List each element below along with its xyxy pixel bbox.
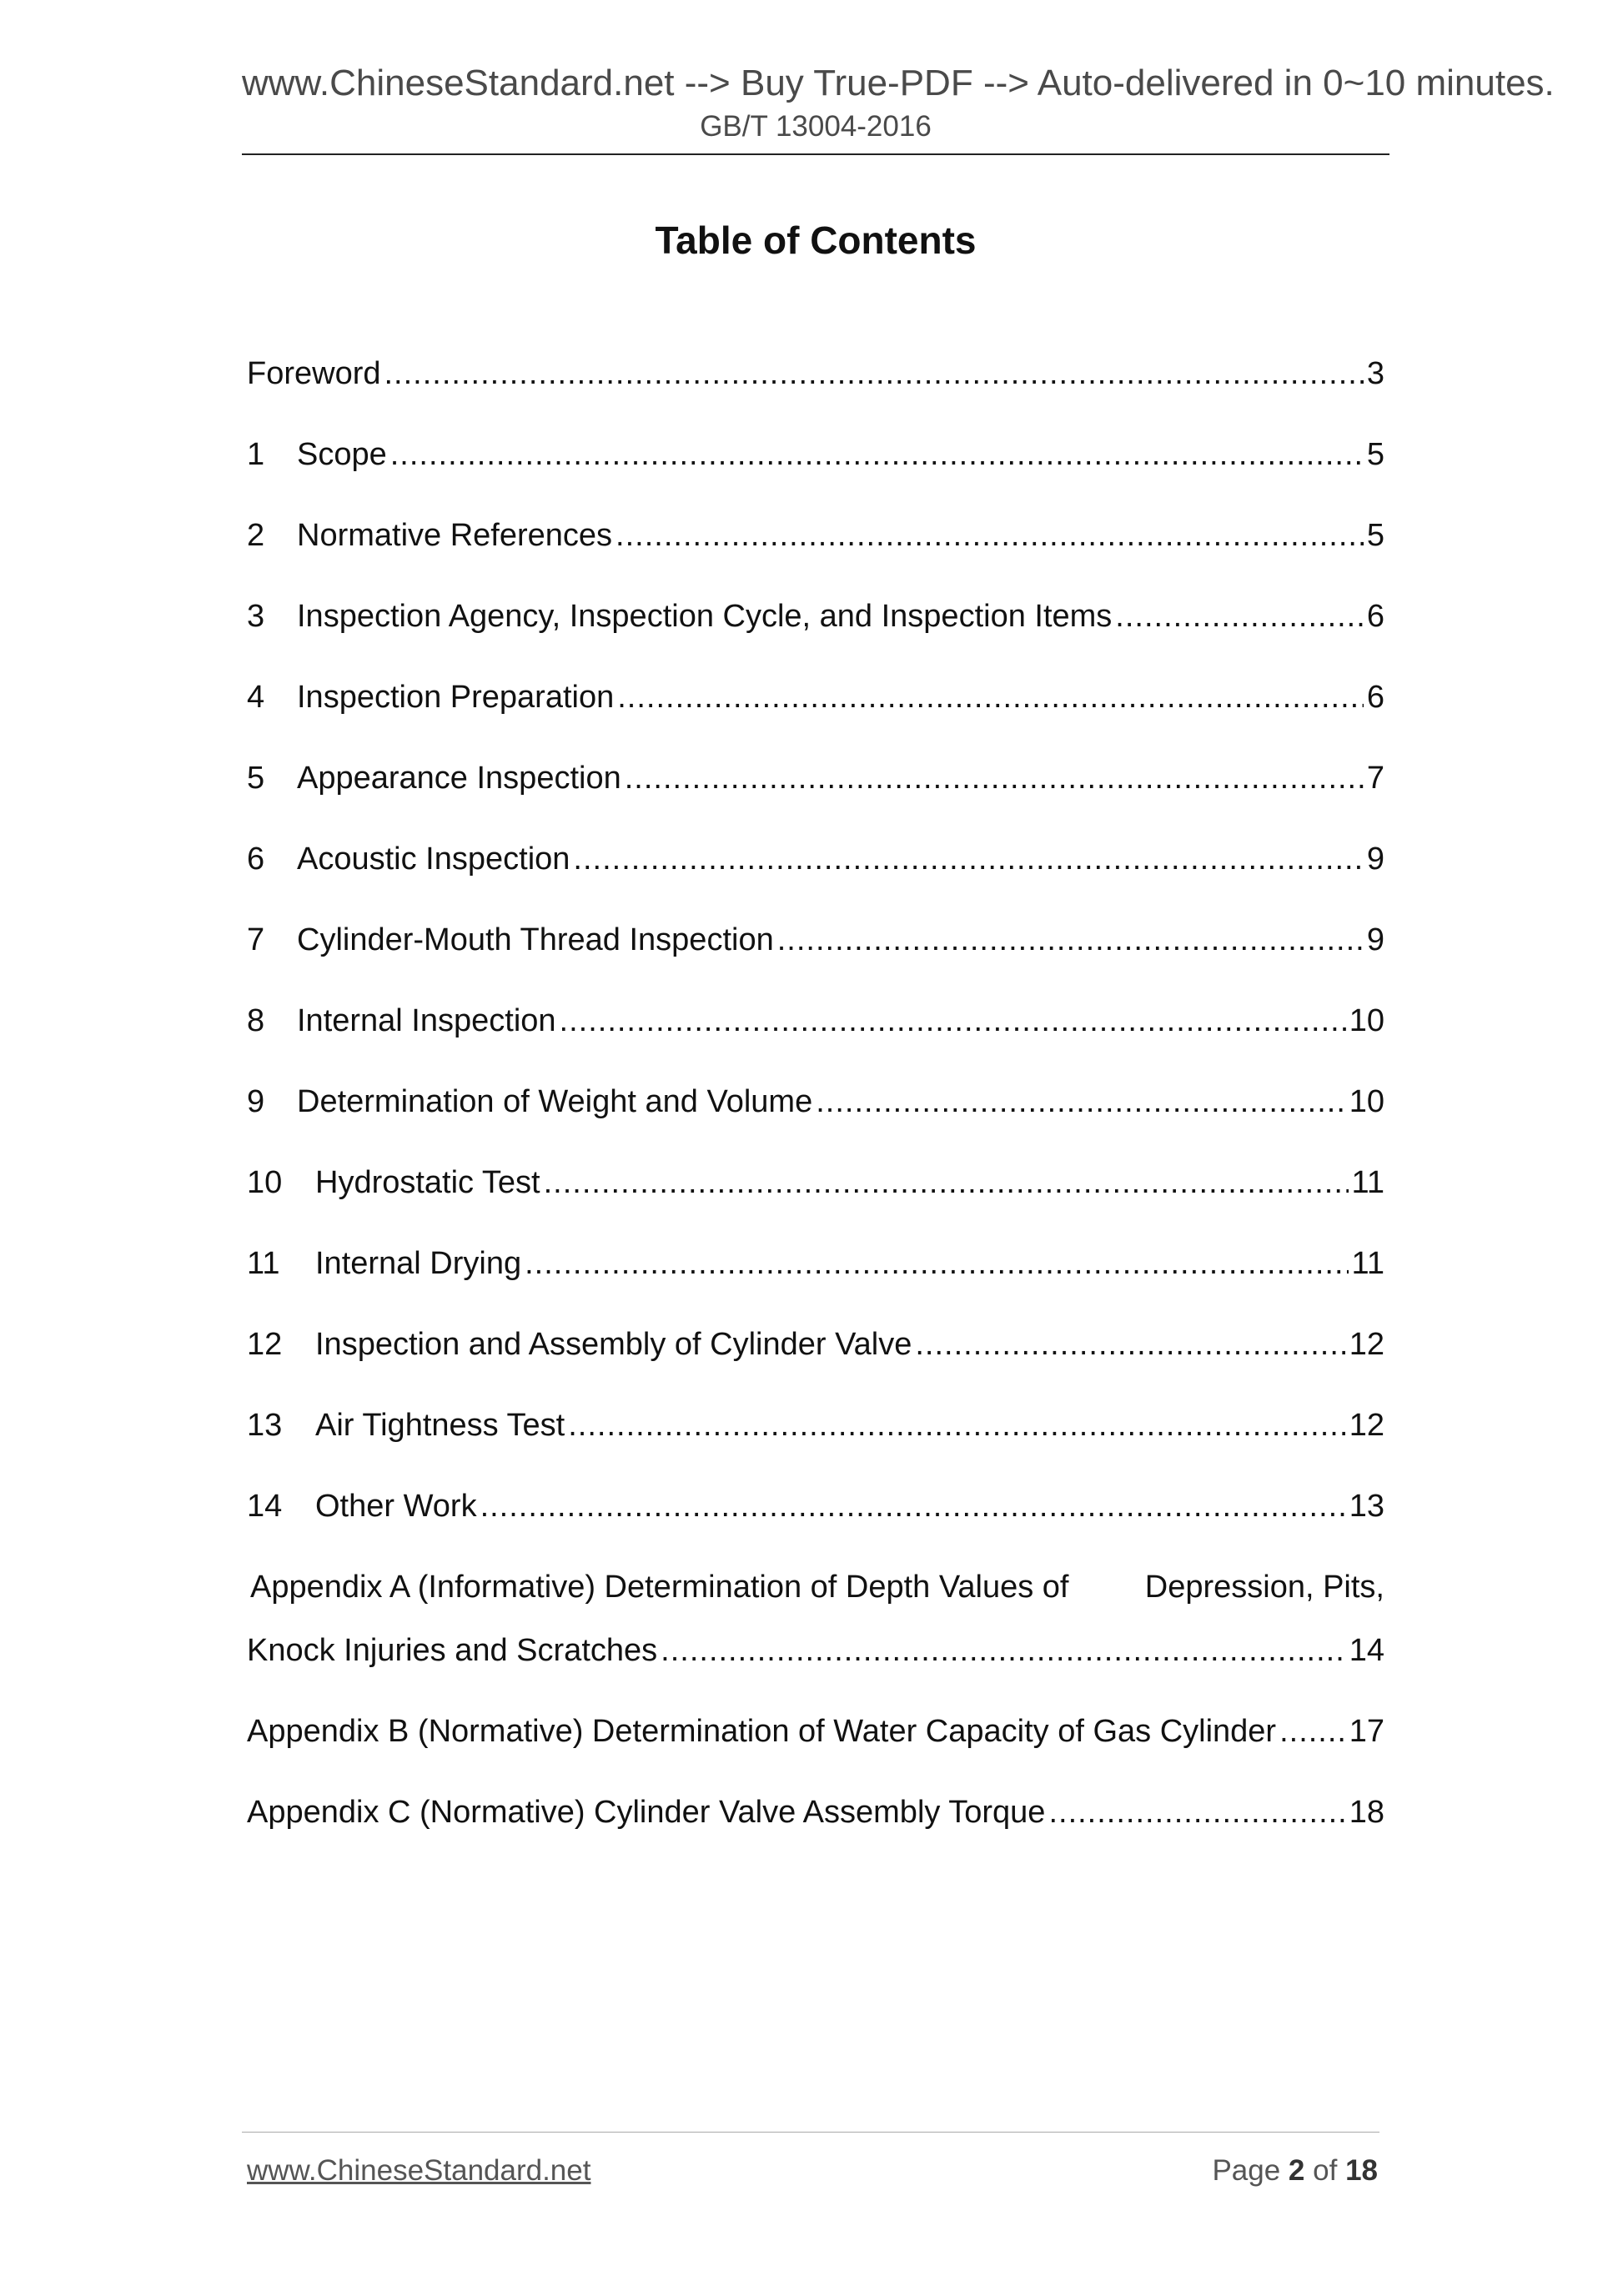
toc-entry-label: Appendix B (Normative) Determination of Water Capacity of Gas Cylinder (247, 1714, 1277, 1749)
toc-entry-page: 5 (1366, 518, 1384, 553)
toc-entry-page: 9 (1366, 842, 1384, 877)
toc-entry-number: 2 (247, 518, 265, 553)
page-footer (247, 2152, 1378, 2190)
toc-entry-page: 7 (1366, 761, 1384, 796)
toc-leader-dots (661, 1627, 1346, 1674)
toc-entry-appendix-a[interactable] (247, 1564, 1384, 1627)
toc-entry-page: 6 (1366, 599, 1384, 634)
toc-entry-number: 11 (247, 1246, 280, 1281)
footer-divider (242, 2132, 1379, 2133)
toc-entry-internal-inspection[interactable] (247, 997, 1384, 1078)
toc-entry-acoustic-inspection[interactable] (247, 836, 1384, 917)
page-current: 2 (1288, 2154, 1305, 2187)
toc-leader-dots (480, 1483, 1346, 1530)
toc-entry-label-continued: Depression, Pits, (1144, 1570, 1384, 1605)
toc-entry-number: 4 (247, 680, 265, 715)
toc-leader-dots (384, 350, 1364, 397)
toc-entry-other-work[interactable] (247, 1483, 1384, 1564)
toc-entry-appendix-a-line2[interactable] (247, 1627, 1384, 1708)
toc-entry-label: Foreword (247, 356, 381, 391)
page-total: 18 (1345, 2154, 1378, 2187)
page-of: of (1313, 2154, 1338, 2187)
toc-entry-page: 18 (1349, 1795, 1384, 1830)
toc-entry-label: Air Tightness Test (315, 1408, 565, 1443)
toc-entry-normative-references[interactable] (247, 512, 1384, 593)
toc-entry-label: Other Work (315, 1489, 477, 1524)
toc-leader-dots (1115, 593, 1364, 640)
toc-title: Table of Contents (655, 219, 977, 262)
toc-leader-dots (625, 755, 1364, 801)
toc-entry-number: 12 (247, 1327, 283, 1362)
toc-entry-label: Inspection Preparation (297, 680, 615, 715)
toc-entry-number: 5 (247, 761, 265, 796)
toc-entry-internal-drying[interactable] (247, 1240, 1384, 1321)
toc-entry-scope[interactable] (247, 431, 1384, 512)
toc-entry-page: 13 (1349, 1489, 1384, 1524)
table-of-contents (247, 350, 1384, 1870)
toc-entry-number: 10 (247, 1165, 283, 1200)
toc-entry-label: Cylinder-Mouth Thread Inspection (297, 922, 774, 957)
toc-leader-dots (617, 674, 1364, 721)
toc-entry-appendix-b[interactable] (247, 1708, 1384, 1789)
toc-entry-hydrostatic-test[interactable] (247, 1159, 1384, 1240)
toc-leader-dots (560, 997, 1346, 1044)
toc-entry-label: Appendix C (Normative) Cylinder Valve Assembly Torque (247, 1795, 1046, 1830)
toc-entry-inspection-preparation[interactable] (247, 674, 1384, 755)
toc-entry-appendix-c[interactable] (247, 1789, 1384, 1870)
toc-entry-number: 1 (247, 437, 265, 472)
toc-entry-label: Appearance Inspection (297, 761, 621, 796)
standard-code: GB/T 13004-2016 (700, 110, 932, 143)
toc-entry-inspection-agency[interactable] (247, 593, 1384, 674)
toc-leader-dots (1048, 1789, 1345, 1836)
toc-entry-page: 10 (1349, 1084, 1384, 1119)
toc-entry-page: 5 (1366, 437, 1384, 472)
toc-entry-label: Scope (297, 437, 387, 472)
toc-entry-page: 9 (1366, 922, 1384, 957)
toc-entry-page: 10 (1349, 1003, 1384, 1038)
toc-leader-dots (777, 917, 1364, 963)
toc-leader-dots (544, 1159, 1349, 1206)
toc-entry-number: 3 (247, 599, 265, 634)
header-banner[interactable]: www.ChineseStandard.net --> Buy True-PDF --> Auto-delivered in 0~10 minutes. (242, 63, 1555, 103)
toc-leader-dots (915, 1321, 1345, 1368)
toc-entry-label: Appendix A (Informative) Determination of Depth Values of (250, 1570, 1069, 1605)
toc-leader-dots (816, 1078, 1346, 1125)
toc-entry-appearance-inspection[interactable] (247, 755, 1384, 836)
header-divider (242, 153, 1389, 155)
toc-entry-label: Internal Inspection (297, 1003, 556, 1038)
toc-entry-label: Normative References (297, 518, 613, 553)
toc-entry-page: 17 (1349, 1714, 1384, 1749)
toc-leader-dots (390, 431, 1364, 478)
toc-entry-label: Inspection Agency, Inspection Cycle, and Inspection Items (297, 599, 1113, 634)
toc-entry-label: Knock Injuries and Scratches (247, 1633, 658, 1668)
toc-entry-number: 14 (247, 1489, 283, 1524)
toc-entry-page: 12 (1349, 1408, 1384, 1443)
toc-leader-dots (573, 836, 1363, 882)
page-header (242, 60, 1555, 145)
toc-entry-cylinder-valve[interactable] (247, 1321, 1384, 1402)
toc-entry-label: Hydrostatic Test (315, 1165, 540, 1200)
toc-leader-dots (525, 1240, 1348, 1287)
toc-leader-dots (1279, 1708, 1346, 1755)
toc-entry-page: 3 (1366, 356, 1384, 391)
toc-entry-number: 8 (247, 1003, 265, 1038)
toc-entry-page: 11 (1351, 1246, 1384, 1281)
toc-entry-foreword[interactable] (247, 350, 1384, 431)
toc-entry-page: 6 (1366, 680, 1384, 715)
toc-entry-number: 13 (247, 1408, 283, 1443)
footer-website-link[interactable]: www.ChineseStandard.net (247, 2154, 591, 2187)
toc-entry-number: 6 (247, 842, 265, 877)
toc-entry-page: 11 (1351, 1165, 1384, 1200)
toc-leader-dots (568, 1402, 1346, 1449)
toc-entry-number: 7 (247, 922, 265, 957)
toc-entry-thread-inspection[interactable] (247, 917, 1384, 997)
toc-entry-label: Determination of Weight and Volume (297, 1084, 813, 1119)
page-number (1212, 2152, 1378, 2190)
page-prefix: Page (1212, 2154, 1281, 2187)
toc-leader-dots (616, 512, 1364, 559)
toc-entry-label: Acoustic Inspection (297, 842, 570, 877)
toc-entry-label: Internal Drying (315, 1246, 522, 1281)
toc-entry-air-tightness[interactable] (247, 1402, 1384, 1483)
toc-entry-weight-volume[interactable] (247, 1078, 1384, 1159)
toc-entry-number: 9 (247, 1084, 265, 1119)
toc-entry-label: Inspection and Assembly of Cylinder Valve (315, 1327, 912, 1362)
toc-entry-page: 14 (1349, 1633, 1384, 1668)
toc-entry-page: 12 (1349, 1327, 1384, 1362)
